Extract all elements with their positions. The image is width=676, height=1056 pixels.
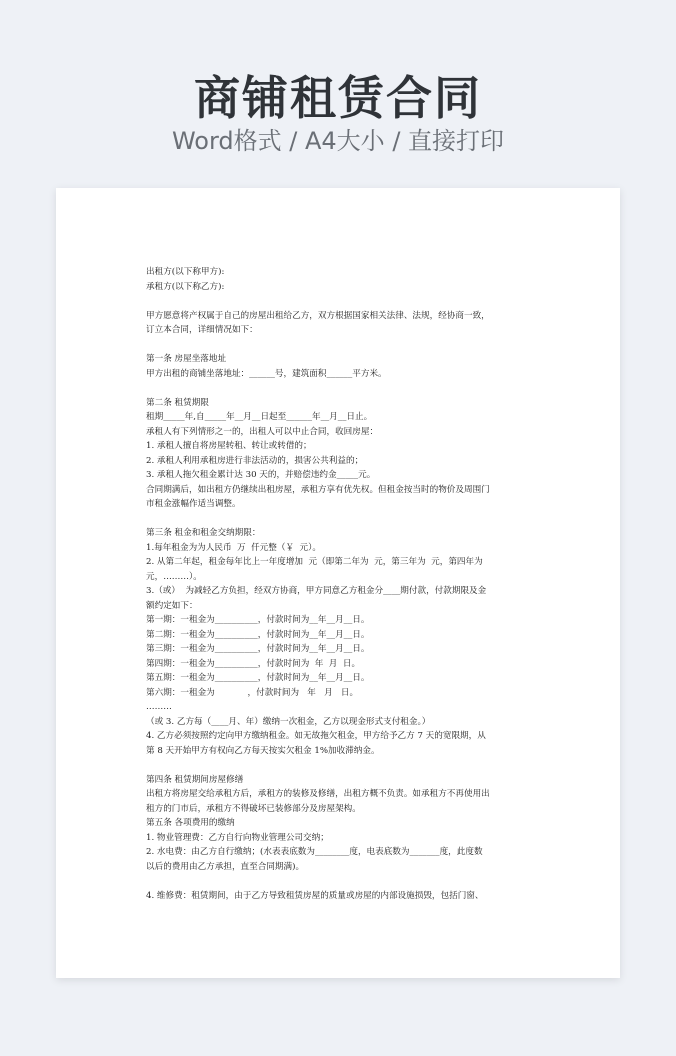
banner-title: 商铺租赁合同 [194, 71, 482, 125]
document-line: 第四期：一租金为__________，付款时间为 年 月 日。 [146, 658, 361, 669]
document-line: 订立本合同，详细情况如下： [146, 325, 258, 335]
document-line: 1.每年租金为为人民币 万 仟元整（￥ 元）。 [146, 542, 321, 553]
document-line: （或 3. 乙方每（____月、年）缴纳一次租金，乙方以现金形式支付租金。） [146, 716, 431, 727]
document-page [56, 188, 620, 978]
document-line: 1. 承租人擅自将房屋转租、转让或转借的； [146, 441, 312, 451]
document-line: 第五条 各项费用的缴纳 [146, 818, 235, 828]
document-line: 4. 维修费：租赁期间，由于乙方导致租赁房屋的质量或房屋的内部设施损毁，包括门窗、 [146, 890, 484, 901]
document-line: 元，………）。 [146, 571, 202, 582]
blank-line [146, 381, 538, 396]
document-line: 甲方愿意将产权属于自己的房屋出租给乙方，双方根据国家相关法律、法规，经协商一致， [146, 310, 490, 321]
document-line: 承租方(以下称乙方): [146, 281, 225, 292]
document-line: 第六期：一租金为 ，付款时间为 年 月 日。 [146, 687, 359, 698]
banner-subtitle: Word格式 / A4大小 / 直接打印 [171, 127, 505, 155]
document-line: 租方的门市后，承租方不得破坏已装修部分及房屋架构。 [146, 803, 361, 814]
document-line: 第二期：一租金为__________，付款时间为__年__月__日。 [146, 629, 370, 640]
document-line: 第三条 租金和租金交纳期限： [146, 528, 261, 538]
document-line: 3. 承租人拖欠租金累计达 30 天的，并赔偿违约金_____元。 [146, 470, 376, 480]
document-line: 2. 水电费：由乙方自行缴纳；(水表表底数为________度，电表底数为_______度，此度数 [146, 847, 483, 857]
document-line: 市租金涨幅作适当调整。 [146, 499, 241, 509]
document-line: 租期_____年,自_____年__月__日起至______年__月__日止。 [146, 412, 373, 422]
document-line: 第一条 房屋坐落地址 [146, 354, 227, 364]
document-line: 3.（或） 为减轻乙方负担，经双方协商，甲方同意乙方租金分____期付款，付款期限及金 [146, 586, 487, 596]
document-line: 出租方(以下称甲方): [146, 267, 225, 277]
document-line: 甲方出租的商铺坐落地址：______号，建筑面积______平方米。 [146, 368, 387, 379]
document-line: 额约定如下： [146, 600, 198, 611]
document-line: 第二条 租赁期限 [146, 397, 209, 408]
blank-line [146, 512, 538, 527]
document-line: 第三期：一租金为__________，付款时间为__年__月__日。 [146, 644, 370, 654]
blank-line [146, 294, 538, 309]
document-line: 第四条 租赁期间房屋修缮 [146, 774, 244, 785]
document-line: 承租人有下列情形之一的，出租人可以中止合同，收回房屋： [146, 426, 379, 437]
blank-line [146, 338, 538, 353]
blank-line [146, 874, 538, 889]
contract-text [146, 265, 538, 903]
blank-line [146, 758, 538, 773]
document-line: ……… [146, 702, 172, 712]
document-line: 1. 物业管理费：乙方自行向物业管理公司交纳； [146, 832, 329, 843]
document-line: 4. 乙方必须按照约定向甲方缴纳租金。如无故拖欠租金，甲方给予乙方 7 天的宽限期，从 [146, 731, 486, 741]
document-line: 第 8 天开始甲方有权向乙方每天按实欠租金 1%加收滞纳金。 [146, 745, 380, 756]
document-line: 出租方将房屋交给承租方后，承租方的装修及修缮，出租方概不负责。如承租方不再使用出 [146, 789, 490, 799]
document-line: 2. 从第二年起，租金每年比上一年度增加 元（即第二年为 元，第三年为 元，第四年为 [146, 557, 483, 567]
document-line: 合同期满后，如出租方仍继续出租房屋，承租方享有优先权。但租金按当时的物价及周围门 [146, 484, 490, 495]
document-line: 以后的费用由乙方承担，直至合同期满)。 [146, 861, 305, 872]
document-line: 第五期：一租金为__________，付款时间为__年__月__日。 [146, 673, 370, 683]
document-line: 第一期：一租金为__________，付款时间为__年__月__日。 [146, 615, 370, 625]
document-line: 2. 承租人利用承租房进行非法活动的，损害公共利益的； [146, 455, 364, 466]
